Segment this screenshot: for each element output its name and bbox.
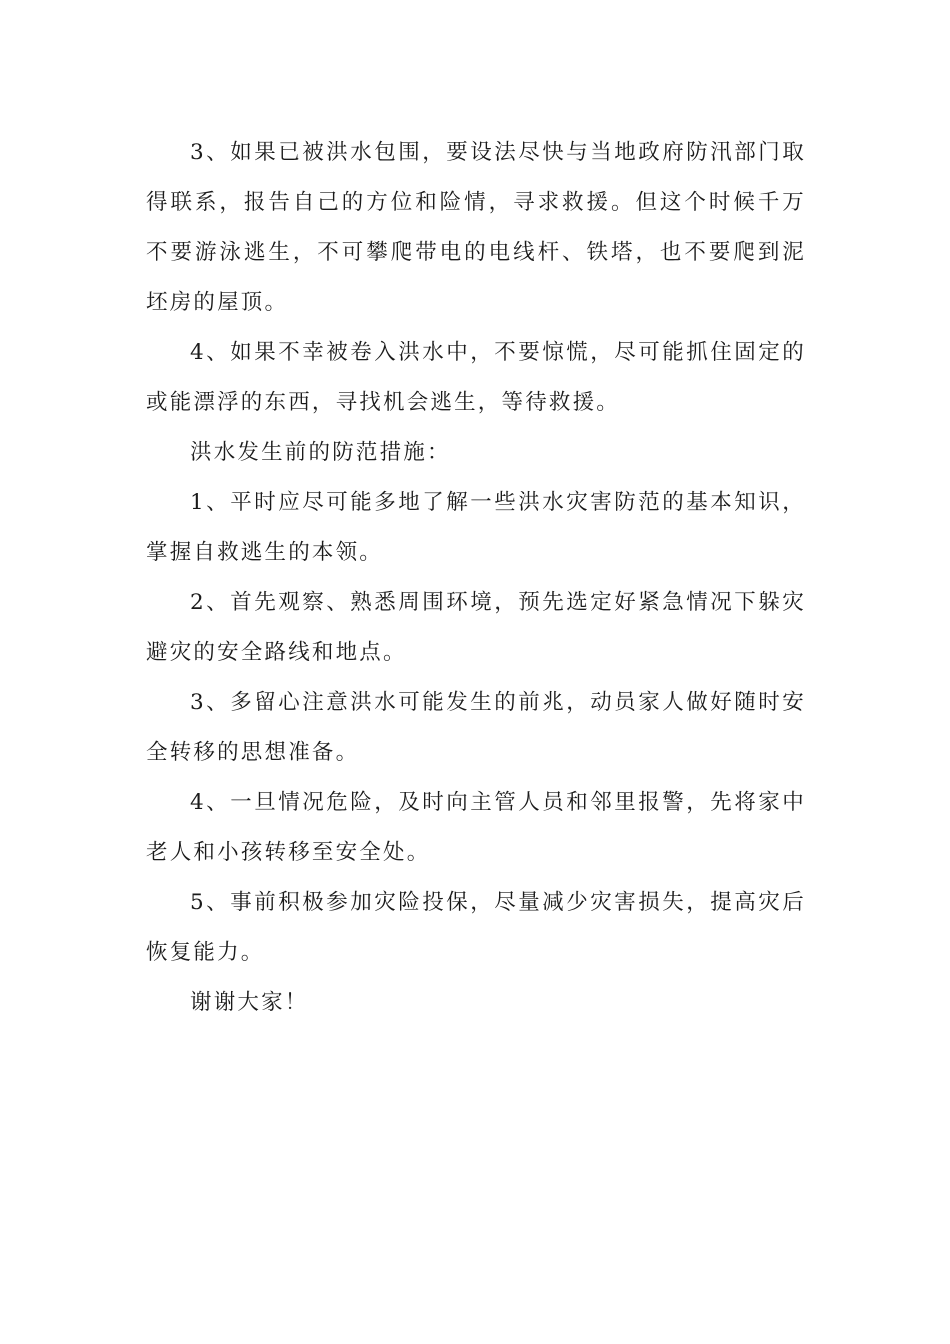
document-body	[146, 128, 806, 1028]
paragraph-prevention-5: 5、事前积极参加灾险投保，尽量减少灾害损失，提高灾后恢复能力。	[146, 890, 806, 965]
paragraph-prevention-1: 1、平时应尽可能多地了解一些洪水灾害防范的基本知识，掌握自救逃生的本领。	[146, 490, 806, 565]
paragraph-trapped-by-flood: 3、如果已被洪水包围，要设法尽快与当地政府防汛部门取得联系，报告自己的方位和险情，寻求救援。但这个时候千万不要游泳逃生，不可攀爬带电的电线杆、铁塔，也不要爬到泥坯房的屋顶。	[146, 140, 806, 315]
paragraph-prevention-3: 3、多留心注意洪水可能发生的前兆，动员家人做好随时安全转移的思想准备。	[146, 690, 806, 765]
paragraph-prevention-4: 4、一旦情况危险，及时向主管人员和邻里报警，先将家中老人和小孩转移至安全处。	[146, 790, 806, 865]
section-heading-prevention: 洪水发生前的防范措施：	[190, 440, 451, 465]
closing-thanks: 谢谢大家！	[190, 990, 309, 1015]
paragraph-swept-into-flood: 4、如果不幸被卷入洪水中，不要惊慌，尽可能抓住固定的或能漂浮的东西，寻找机会逃生，等待救援。	[146, 340, 806, 415]
paragraph-prevention-2: 2、首先观察、熟悉周围环境，预先选定好紧急情况下躲灾避灾的安全路线和地点。	[146, 590, 806, 665]
